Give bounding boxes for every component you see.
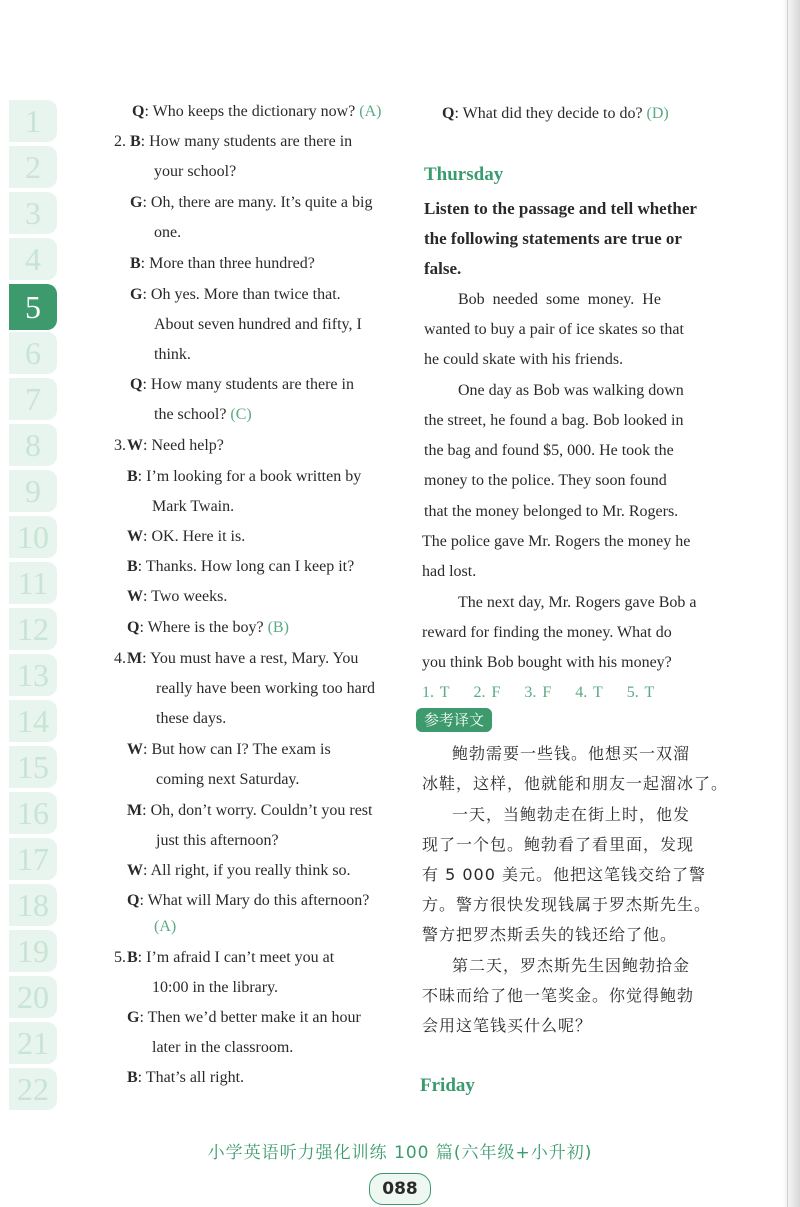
tab-20: 20 [9, 976, 57, 1018]
tab-5-active: 5 [9, 284, 57, 330]
instruction-line-3: false. [424, 259, 462, 278]
speaker-label: B [127, 1069, 138, 1086]
page-edge-line [787, 0, 788, 1207]
dialogue-2-question: Q: How many students are there in [130, 376, 354, 393]
speaker-label: G [130, 194, 143, 211]
tab-1: 1 [9, 100, 57, 142]
book-title-footer: 小学英语听力强化训练 100 篇(六年级+小升初) [207, 1143, 593, 1163]
answer-item: 5. T [626, 684, 655, 701]
tab-7: 7 [9, 378, 57, 420]
speaker-label: B [127, 949, 138, 966]
dialogue-3-w3: W: Two weeks. [127, 588, 228, 605]
translation-p2-line-1: 一天，当鲍勃走在街上时，他发 [452, 805, 691, 824]
speaker-label: W [127, 437, 143, 454]
translation-p3-line-2: 不昧而给了他一笔奖金。你觉得鲍勃 [422, 986, 695, 1005]
passage-p3-line-1: The next day, Mr. Rogers gave Bob a [458, 594, 697, 611]
question-text: How many students are there in [150, 376, 354, 393]
line-text: I’m afraid I can’t meet you at [146, 949, 335, 966]
answer-choice: (A) [359, 103, 382, 120]
continued-question: Q: What did they decide to do? (D) [442, 105, 669, 122]
line-text: That’s all right. [145, 1069, 245, 1086]
answer-item: 3. F [524, 684, 552, 701]
answer-choice: (C) [230, 406, 252, 423]
passage-p3-line-2: reward for finding the money. What do [422, 624, 672, 641]
dialogue-3-b1: B: I’m looking for a book written by [127, 468, 362, 485]
dialogue-4-w2: W: All right, if you really think so. [127, 862, 351, 879]
speaker-label: Q [130, 376, 143, 393]
dialogue-2-b1-cont: your school? [154, 163, 237, 180]
dialogue-1-question [132, 101, 381, 123]
section-heading-friday: Friday [420, 1075, 475, 1096]
question-text: Who keeps the dictionary now? [152, 103, 356, 120]
speaker-label: W [127, 862, 143, 879]
speaker-label: M [127, 650, 143, 667]
translation-badge [416, 708, 492, 732]
dialogue-5-g1-cont: later in the classroom. [152, 1039, 294, 1056]
speaker-label: Q [132, 103, 145, 120]
speaker-label: M [127, 802, 143, 819]
line-text: More than three hundred? [149, 255, 315, 272]
line-text: Oh yes. More than twice that. [150, 286, 341, 303]
dialogue-4-question: Q: What will Mary do this afternoon? [127, 892, 370, 909]
dialogue-4-w1-cont: coming next Saturday. [156, 771, 300, 788]
speaker-label: B [127, 468, 138, 485]
answer-choice: (D) [646, 105, 669, 122]
dialogue-5-b1-cont: 10:00 in the library. [152, 979, 279, 996]
line-text: Then we’d better make it an hour [147, 1009, 361, 1026]
tab-22: 22 [9, 1068, 57, 1110]
instruction-line-2: the following statements are true or [424, 229, 682, 248]
line-text: I’m looking for a book written by [146, 468, 362, 485]
passage-p2-line-1: One day as Bob was walking down [458, 382, 684, 399]
dialogue-3-b2: B: Thanks. How long can I keep it? [127, 558, 355, 575]
translation-p2-line-3: 有 5 000 美元。他把这笔钱交给了警 [422, 865, 706, 884]
line-text: How many students are there in [149, 133, 353, 150]
question-text: What will Mary do this afternoon? [147, 892, 370, 909]
line-text: But how can I? The exam is [151, 741, 331, 758]
speaker-label: W [127, 588, 143, 605]
tab-12: 12 [9, 608, 57, 650]
dialogue-2-b2: B: More than three hundred? [130, 255, 315, 272]
translation-p3-line-1: 第二天，罗杰斯先生因鲍勃拾金 [452, 956, 691, 975]
speaker-label: Q [127, 619, 140, 636]
dialogue-2-g1-cont: one. [154, 224, 182, 241]
passage-p2-line-7: had lost. [422, 563, 477, 580]
tab-18: 18 [9, 884, 57, 926]
dialogue-3-question: Q: Where is the boy? (B) [127, 619, 289, 636]
dialogue-4-number: 4. [114, 650, 126, 667]
passage-p3-line-3: you think Bob bought with his money? [422, 654, 672, 671]
translation-p1-line-1: 鲍勃需要一些钱。他想买一双溜 [452, 744, 691, 763]
passage-p2-line-4: money to the police. They soon found [424, 472, 667, 489]
translation-p3-line-3: 会用这笔钱买什么呢？ [422, 1016, 593, 1035]
passage-p2-line-5: that the money belonged to Mr. Rogers. [424, 503, 679, 520]
question-text: the school? [154, 406, 227, 423]
dialogue-3-number: 3. [114, 437, 126, 454]
speaker-label: B [130, 133, 141, 150]
translation-p2-line-5: 警方把罗杰斯丢失的钱还给了他。 [422, 925, 678, 944]
line-text: You must have a rest, Mary. You [149, 650, 359, 667]
tab-13: 13 [9, 654, 57, 696]
question-text: Where is the boy? [147, 619, 264, 636]
speaker-label: B [130, 255, 141, 272]
speaker-label: W [127, 741, 143, 758]
dialogue-5-b1: B: I’m afraid I can’t meet you at [127, 949, 335, 966]
passage-p2-line-3: the bag and found $5, 000. He took the [424, 442, 674, 459]
translation-p2-line-2: 现了一个包。鲍勃看了看里面，发现 [422, 835, 695, 854]
section-heading-thursday: Thursday [424, 164, 504, 185]
speaker-label: Q [442, 105, 455, 122]
unit-index-tabs [9, 100, 57, 1114]
tab-16: 16 [9, 792, 57, 834]
passage-p2-line-6: The police gave Mr. Rogers the money he [422, 533, 691, 550]
answer-item: 1. T [422, 684, 450, 701]
dialogue-3-w2: W: OK. Here it is. [127, 528, 246, 545]
tab-21: 21 [9, 1022, 57, 1064]
translation-p1-line-2: 冰鞋，这样，他就能和朋友一起溜冰了。 [422, 774, 729, 793]
line-text: Oh, don’t worry. Couldn’t you rest [150, 802, 373, 819]
translation-badge-label: 参考译文 [416, 708, 492, 732]
dialogue-5-b2: B: That’s all right. [127, 1069, 245, 1086]
tab-3: 3 [9, 192, 57, 234]
dialogue-2-number: 2. [114, 133, 126, 150]
answer-key [422, 682, 654, 704]
dialogue-2-b1: B: How many students are there in [130, 133, 353, 150]
dialogue-4-m1: M: You must have a rest, Mary. You [127, 650, 359, 667]
tab-9: 9 [9, 470, 57, 512]
tab-8: 8 [9, 424, 57, 466]
line-text: All right, if you really think so. [150, 862, 351, 879]
line-text: Two weeks. [151, 588, 228, 605]
dialogue-3-b1-cont: Mark Twain. [152, 498, 235, 515]
answer-item: 2. F [473, 684, 501, 701]
tab-11: 11 [9, 562, 57, 604]
tab-17: 17 [9, 838, 57, 880]
line-text: Oh, there are many. It’s quite a big [150, 194, 373, 211]
dialogue-4-m1-cont: really have been working too hard [156, 680, 376, 697]
passage-p2-line-2: the street, he found a bag. Bob looked in [424, 412, 684, 429]
translation-p2-line-4: 方。警方很快发现钱属于罗杰斯先生。 [422, 895, 712, 914]
dialogue-2-g2: G: Oh yes. More than twice that. [130, 286, 341, 303]
instruction-line-1: Listen to the passage and tell whether [424, 199, 697, 218]
answer-item: 4. T [575, 684, 603, 701]
line-text: Need help? [151, 437, 224, 454]
tab-2: 2 [9, 146, 57, 188]
dialogue-2-g2-cont: About seven hundred and fifty, I [154, 316, 362, 333]
tab-15: 15 [9, 746, 57, 788]
speaker-label: G [130, 286, 143, 303]
answer-choice: (B) [267, 619, 289, 636]
speaker-label: W [127, 528, 143, 545]
passage-p1-line-1: Bob needed some money. He [458, 291, 661, 308]
passage-p1-line-3: he could skate with his friends. [424, 351, 624, 368]
page-number: 088 [369, 1173, 431, 1205]
tab-6: 6 [9, 332, 57, 374]
line-text: Thanks. How long can I keep it? [145, 558, 355, 575]
page-edge-shadow [782, 0, 800, 1207]
passage-p1-line-2: wanted to buy a pair of ice skates so that [424, 321, 684, 338]
colon: : [144, 103, 149, 120]
dialogue-5-number: 5. [114, 949, 126, 966]
dialogue-4-m2-cont: just this afternoon? [156, 832, 279, 849]
tab-19: 19 [9, 930, 57, 972]
speaker-label: Q [127, 892, 140, 909]
dialogue-3-w1: W: Need help? [127, 437, 224, 454]
dialogue-4-m1-cont2: these days. [156, 710, 227, 727]
dialogue-2-g1: G: Oh, there are many. It’s quite a big [130, 194, 373, 211]
dialogue-4-w1: W: But how can I? The exam is [127, 741, 331, 758]
line-text: OK. Here it is. [151, 528, 246, 545]
question-text: What did they decide to do? [462, 105, 643, 122]
speaker-label: B [127, 558, 138, 575]
tab-10: 10 [9, 516, 57, 558]
dialogue-2-g2-cont2: think. [154, 346, 191, 363]
dialogue-5-g1: G: Then we’d better make it an hour [127, 1009, 361, 1026]
dialogue-2-question-cont [154, 404, 252, 426]
speaker-label: G [127, 1009, 140, 1026]
dialogue-4-m2: M: Oh, don’t worry. Couldn’t you rest [127, 802, 373, 819]
tab-14: 14 [9, 700, 57, 742]
dialogue-4-answer: (A) [154, 918, 177, 935]
tab-4: 4 [9, 238, 57, 280]
